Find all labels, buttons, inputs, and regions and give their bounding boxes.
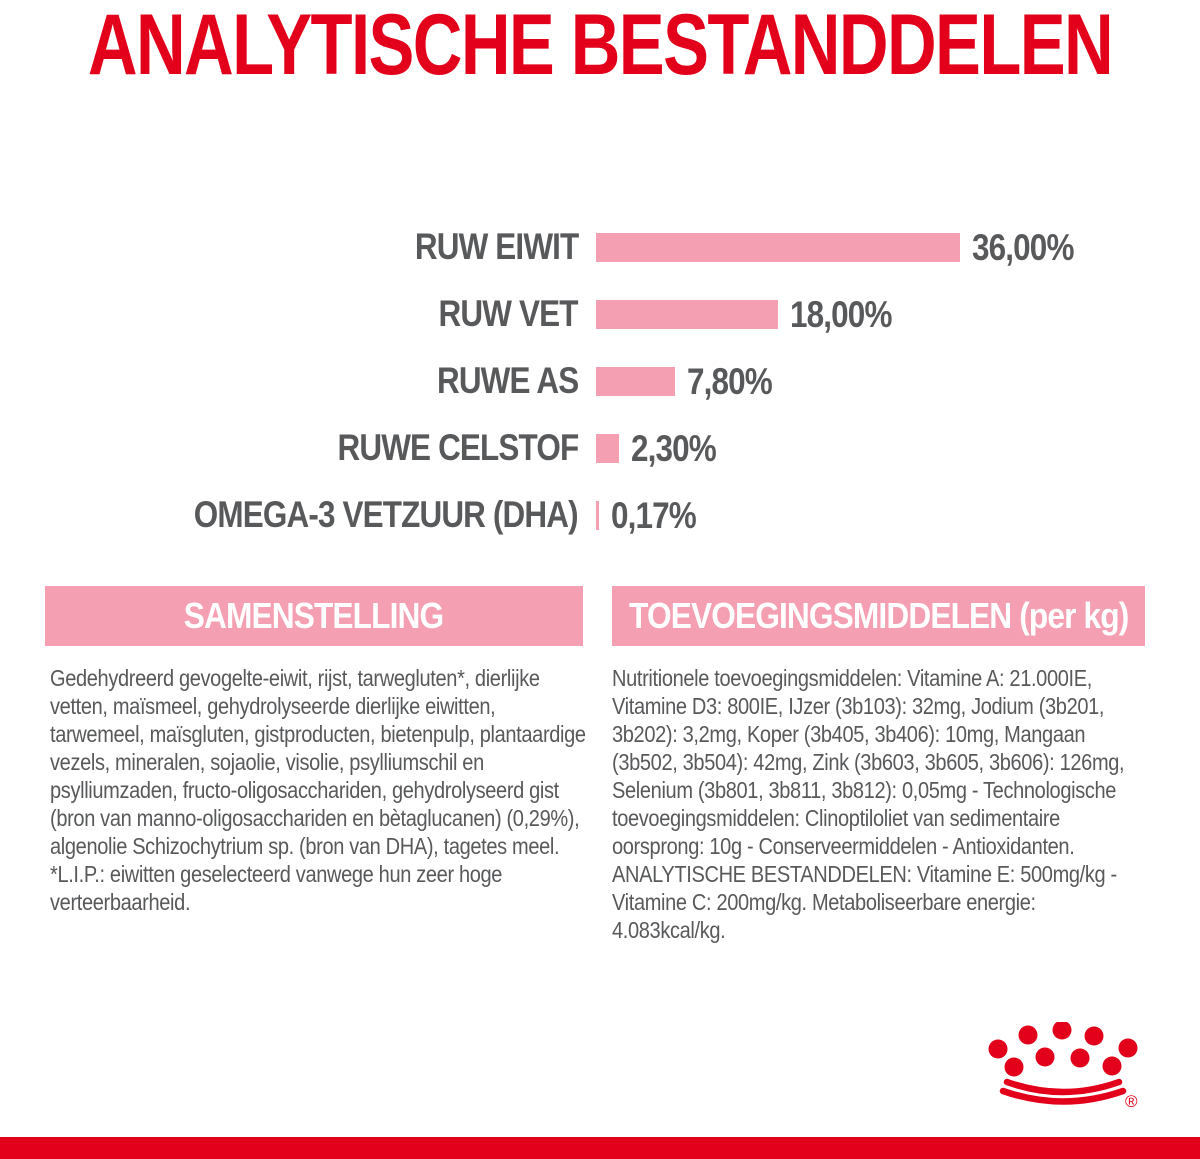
chart-row <box>0 426 1200 469</box>
samenstelling-text-column <box>50 664 588 916</box>
bar-label-cell <box>0 359 578 401</box>
bar <box>596 434 619 463</box>
bar-value: 2,30% <box>631 428 716 469</box>
section-header-samenstelling <box>45 586 583 646</box>
bar-value: 18,00% <box>790 294 892 335</box>
royal-canin-crown-icon <box>988 1022 1144 1118</box>
toevoegingsmiddelen-text-column <box>612 664 1153 944</box>
composition-text: Gedehydreerd gevogelte-eiwit, rijst, tarwegluten*, dierlijke vetten, maïsmeel, gehydrolyseerde dierlijke eiwitten, tarwemeel, maïsgluten, gistproducten, bietenpulp, plantaardige vezels, mineralen, sojaolie, visolie, psylliumschil en psylliumzaden, fructo-oligosacchariden, gehydrolyseerd gist (bron van manno-oligosacchariden en bètaglucanen) (0,29%), algenolie Schizochytrium sp. (bron van DHA), tagetes meel. <box>50 665 586 859</box>
lip-footnote-text: *L.I.P.: eiwitten geselecteerd vanwege hun zeer hoge verteerbaarheid. <box>50 861 503 915</box>
bar-label: RUWE CELSTOF <box>337 426 578 468</box>
bar-label: RUW EIWIT <box>414 225 578 267</box>
bar-label: OMEGA-3 VETZUUR (DHA) <box>193 493 578 535</box>
additives-text: Nutritionele toevoegingsmiddelen: Vitamine A: 21.000IE, Vitamine D3: 800IE, IJzer (3b103): 32mg, Jodium (3b201, 3b202): 3,2mg, Koper (3b405, 3b406): 10mg, Mangaan (3b502, 3b504): 42mg, Zink (3b603, 3b605, 3b606): 126mg, Selenium (3b801, 3b811, 3b812): 0,05mg - Technologische toevoegingsmiddelen: Clinoptiloliet van sedimentaire oorsprong: 10g - Conserveermiddelen - Antioxidanten. ANALYTISCHE BESTANDDELEN: Vitamine E: 500mg/kg - Vitamine C: 200mg/kg. Metaboliseerbare energie: 4.083kcal/kg. <box>612 665 1125 943</box>
chart-row <box>0 359 1200 402</box>
title-wrap <box>0 0 1200 93</box>
chart-row <box>0 493 1200 536</box>
bar <box>596 300 778 329</box>
bar <box>596 501 599 530</box>
chart-row <box>0 292 1200 335</box>
section-header-label: SAMENSTELLING <box>184 595 444 636</box>
bar-label: RUWE AS <box>436 359 578 401</box>
bar-label-cell <box>0 426 578 468</box>
section-header-label: TOEVOEGINGSMIDDELEN (per kg) <box>628 595 1129 636</box>
bar-value: 0,17% <box>611 495 696 536</box>
bar-value: 7,80% <box>687 361 772 402</box>
bar <box>596 233 960 262</box>
bar-value: 36,00% <box>972 227 1074 268</box>
chart-row <box>0 225 1200 268</box>
analytical-constituents-chart <box>0 225 1200 568</box>
bar-label: RUW VET <box>438 292 578 334</box>
bar-label-cell <box>0 225 578 267</box>
bar-label-cell <box>0 493 578 535</box>
page-title: ANALYTISCHE BESTANDDELEN <box>87 0 1113 93</box>
bar-label-cell <box>0 292 578 334</box>
bar <box>596 367 675 396</box>
footer-brand-strip <box>0 1137 1200 1159</box>
section-header-toevoegingsmiddelen <box>612 586 1145 646</box>
registered-trademark-icon: ® <box>1125 1092 1138 1111</box>
